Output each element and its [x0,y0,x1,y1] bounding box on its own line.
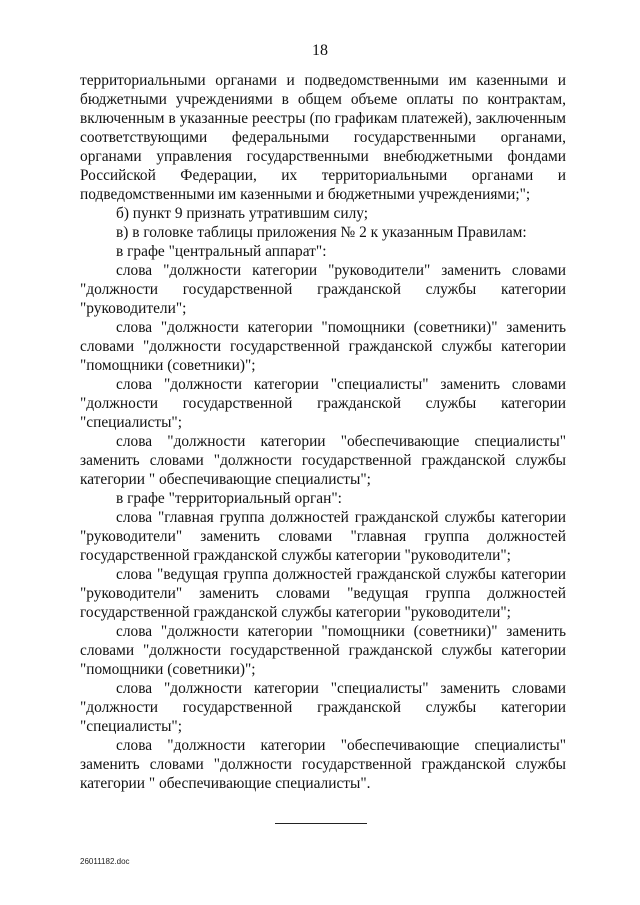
paragraph: слова "должности категории "помощники (советники)" заменить словами "должности государственной гражданской службы категории "помощники (советники)"; [80,623,566,678]
paragraph: в) в головке таблицы приложения № 2 к указанным Правилам: [116,224,527,241]
paragraph: слова "ведущая группа должностей гражданской службы категории "руководители" заменить словами "ведущая группа должностей государственной гражданской службы категории "руководители"; [80,566,566,621]
paragraph: в графе "центральный аппарат": [116,243,327,260]
paragraph: слова "должности категории "обеспечивающие специалисты" заменить словами "должности государственной гражданской службы категории " обеспечивающие специалисты". [80,737,566,792]
paragraph: территориальными органами и подведомственными им казенными и бюджетными учреждениями в общем объеме оплаты по контрактам, включенным в указанные реестры (по графикам платежей), заключенным соответствующими федеральными государственными органами, органами управления государственными внебюджетными фондами Российской Федерации, их территориальными органами и подведомственными им казенными и бюджетными учреждениями;"; [80,72,566,203]
page-number: 18 [312,42,328,59]
paragraph: слова "должности категории "специалисты" заменить словами "должности государственной гражданской службы категории "специалисты"; [80,376,566,431]
closing-rule [275,823,367,824]
paragraph: слова "должности категории "специалисты" заменить словами "должности государственной гражданской службы категории "специалисты"; [80,680,566,735]
document-reference: 26011182.doc [80,857,130,866]
paragraph: слова "должности категории "обеспечивающие специалисты" заменить словами "должности государственной гражданской службы категории " обеспечивающие специалисты"; [80,433,566,488]
paragraph: слова "главная группа должностей гражданской службы категории "руководители" заменить словами "главная группа должностей государственной гражданской службы категории "руководители"; [80,509,566,564]
paragraph: слова "должности категории "помощники (советники)" заменить словами "должности государственной гражданской службы категории "помощники (советники)"; [80,319,566,374]
paragraph: б) пункт 9 признать утратившим силу; [116,205,369,222]
paragraph: в графе "территориальный орган": [116,490,342,507]
paragraph: слова "должности категории "руководители" заменить словами "должности государственной гражданской службы категории "руководители"; [80,262,566,317]
document-body [80,71,566,793]
